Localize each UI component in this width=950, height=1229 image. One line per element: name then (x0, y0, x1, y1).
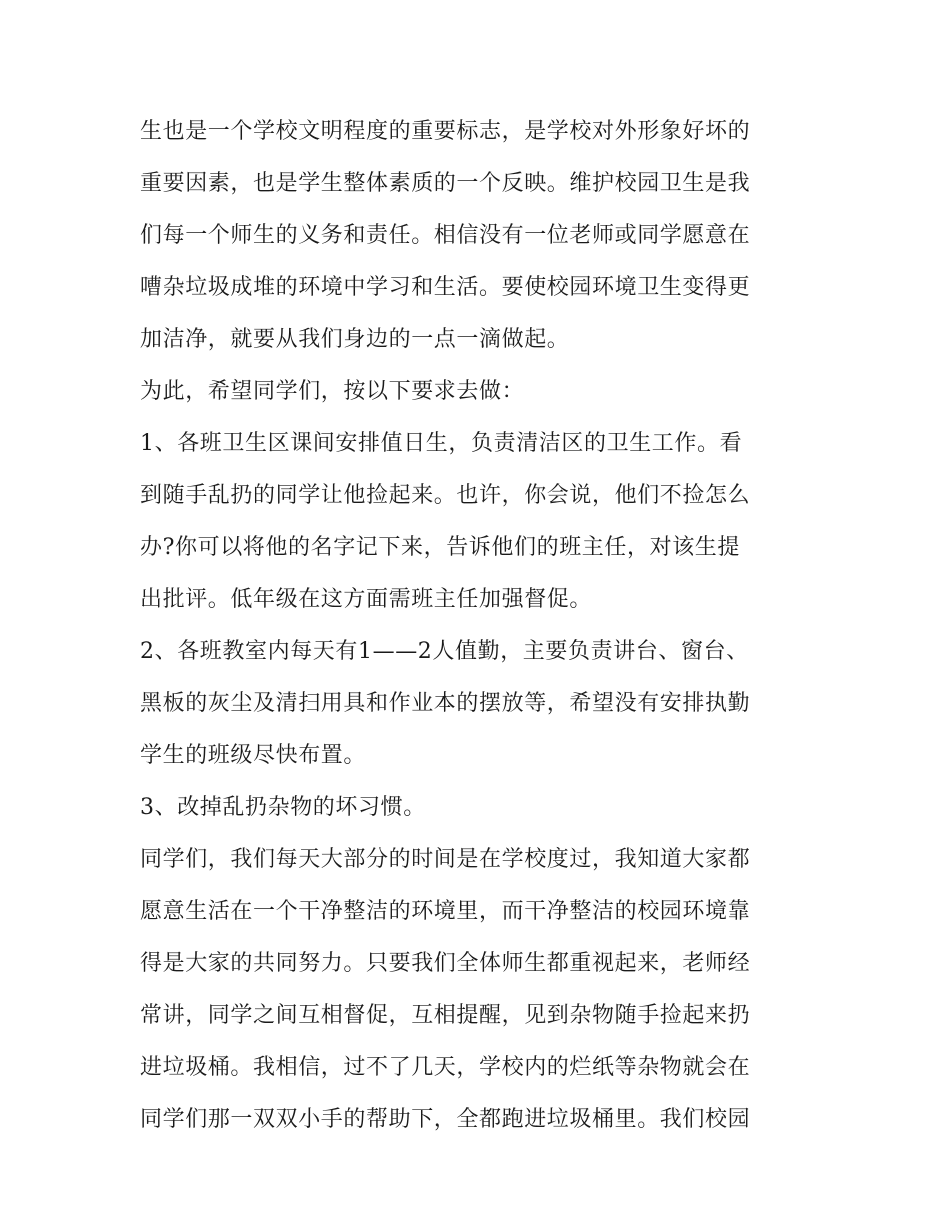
text-line: 黑板的灰尘及清扫用具和作业本的摆放等，希望没有安排执勤 (140, 691, 751, 716)
text-line: 办?你可以将他的名字记下来，告诉他们的班主任，对该生提 (140, 535, 740, 560)
text-line: 2、各班教室内每天有1——2人值勤，主要负责讲台、窗台、 (140, 639, 749, 664)
text-line: 3、改掉乱扔杂物的坏习惯。 (140, 795, 426, 820)
text-line: 为此，希望同学们，按以下要求去做： (140, 379, 525, 404)
text-line: 学生的班级尽快布置。 (140, 743, 367, 768)
text-line: 愿意生活在一个干净整洁的环境里，而干净整洁的校园环境靠 (140, 899, 751, 924)
text-line: 们每一个师生的义务和责任。相信没有一位老师或同学愿意在 (140, 223, 751, 248)
text-line: 进垃圾桶。我相信，过不了几天，学校内的烂纸等杂物就会在 (140, 1055, 751, 1080)
text-line: 生也是一个学校文明程度的重要标志，是学校对外形象好坏的 (140, 119, 751, 144)
text-line: 重要因素，也是学生整体素质的一个反映。维护校园卫生是我 (140, 171, 751, 196)
body-text (140, 106, 812, 1146)
text-line: 得是大家的共同努力。只要我们全体师生都重视起来，老师经 (140, 951, 751, 976)
text-line: 同学们那一双双小手的帮助下，全都跑进垃圾桶里。我们校园 (140, 1107, 751, 1132)
text-line: 同学们，我们每天大部分的时间是在学校度过，我知道大家都 (140, 847, 751, 872)
text-line: 加洁净，就要从我们身边的一点一滴做起。 (140, 327, 570, 352)
text-line: 到随手乱扔的同学让他捡起来。也许，你会说，他们不捡怎么 (140, 483, 751, 508)
text-line: 出批评。低年级在这方面需班主任加强督促。 (140, 587, 593, 612)
text-line: 常讲，同学之间互相督促，互相提醒，见到杂物随手捡起来扔 (140, 1003, 751, 1028)
text-line: 嘈杂垃圾成堆的环境中学习和生活。要使校园环境卫生变得更 (140, 275, 751, 300)
text-line: 1、各班卫生区课间安排值日生，负责清洁区的卫生工作。看 (140, 431, 743, 456)
